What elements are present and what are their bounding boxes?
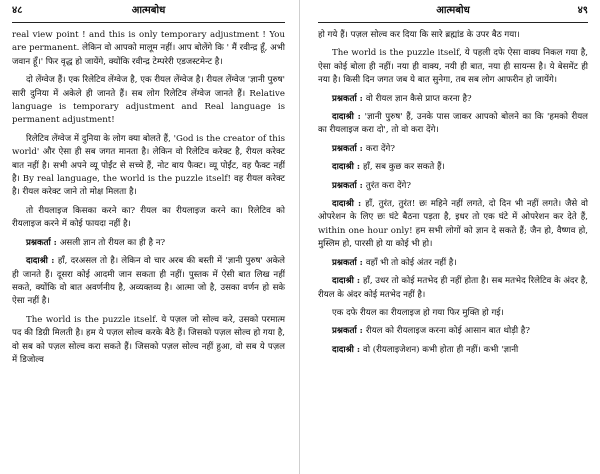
paragraph-text: हाँ, दरअसल तो है। लेकिन वो चार अरब की बस्ती में 'ज्ञानी पुरुष' अकेले ही जानते हैं। दूसरा कोई आदमी जान सकता ही नहीं। पुस्तक में ऐसी बात लिख नहीं सकते, क्योंकि वो बात अवर्णनीय है, अव्यक्तव्य है। आत्मा जो है, उसका वर्णन हो सके ऐसा नहीं है। — [12, 256, 285, 307]
right-running-header — [318, 0, 588, 23]
paragraph-text: असली ज्ञान तो रीयल का ही है न? — [59, 237, 166, 248]
speaker-label: प्रश्नकर्ता : — [26, 237, 60, 248]
speaker-label: प्रश्नकर्ता : — [332, 93, 366, 104]
speaker-label: प्रश्नकर्ता : — [332, 143, 366, 154]
paragraph — [12, 314, 285, 368]
speaker-label: दादाश्री : — [332, 344, 364, 355]
speaker-label: दादाश्री : — [26, 256, 58, 267]
paragraph — [12, 29, 285, 69]
paragraph-text: वो (रीयलाइजेशन) कभी होता ही नहीं। कभी 'ज्ञानी — [363, 344, 519, 355]
paragraph — [318, 93, 588, 106]
paragraph — [12, 237, 285, 250]
paragraph — [318, 29, 588, 42]
right-page-body — [318, 29, 588, 357]
paragraph — [318, 180, 588, 193]
paragraph — [12, 74, 285, 128]
speaker-label: प्रश्नकर्ता : — [332, 180, 366, 191]
paragraph-text: रीयल को रीयलाइज करना कोई आसान बात थोड़ी है? — [365, 326, 530, 337]
paragraph-text: हो गये हैं। पज़ल सोल्व कर दिया कि सारे ब्रह्मांड के उपर बैठ गया। — [318, 30, 520, 40]
right-page-number: ४९ — [577, 5, 588, 16]
left-running-title: आत्मबोध — [131, 5, 166, 16]
paragraph-text: हाँ, तुरंत, तुरंत! छः महिने नहीं लगते, दो दिन भी नहीं लगते। जैसे वो ओपरेशन के लिए छः घंटे बैठना पड़ता है, इधर तो एक घंटे में ओपरेशन कर देते हैं, within one hour only! हम सभी लोगों को ज्ञान दे सकते हैं; जैन हो, वैष्णव हो, मुस्लिम हो, पारसी हो या कोई भी हो। — [318, 199, 588, 250]
speaker-label: दादाश्री : — [332, 199, 366, 210]
paragraph-text: वो रीयल ज्ञान कैसे प्राप्त करना है? — [365, 93, 472, 104]
paragraph — [318, 143, 588, 156]
paragraph — [12, 205, 285, 232]
paragraph-text: तुरंत करा देंगे? — [365, 180, 411, 191]
right-page — [300, 0, 600, 474]
paragraph-text: रिलेटिव लेंग्वेज में दुनिया के लोग क्या बोलते हैं, 'God is the creator of this world' और ऐसा ही सब जगत मानता है। लेकिन वो रिलेटिव करेक्ट है, रीयल करेक्ट बात नहीं है। सभी अपने व्यू पोईंट से सच्चे हैं, नोट बाय फैक्ट। व्यू पोईंट, वह फैक्ट नहीं है। By real language, the world is the puzzle itself! वह रीयल करेक्ट है। रीयल करेक्ट जाने तो मोक्ष मिलता है। — [12, 133, 285, 198]
paragraph — [318, 47, 588, 87]
speaker-label: प्रश्नकर्ता : — [332, 257, 366, 268]
paragraph — [318, 257, 588, 270]
paragraph — [318, 344, 588, 357]
paragraph — [318, 161, 588, 174]
speaker-label: प्रश्नकर्ता : — [332, 326, 366, 337]
paragraph-text: हाँ, उधर तो कोई मतभेद ही नहीं होता है। सब मतभेद रिलेटिव के अंदर है, रीयल के अंदर कोई मतभेद नहीं है। — [318, 276, 589, 300]
paragraph-text: करा देंगे? — [365, 143, 395, 154]
paragraph-text: वहाँ भी तो कोई अंतर नहीं है। — [365, 257, 457, 268]
paragraph-text: दो लेंग्वेज हैं। एक रिलेटिव लेंग्वेज है, एक रीयल लेंग्वेज है। रीयल लेंग्वेज 'ज्ञानी पुरुष' सारी दुनिया में अकेले ही जानते हैं। सब लोग रिलेटिव लेंग्वेज जानते हैं। Relative language is temporary adjustment and Real language is permanent adjustment! — [12, 75, 285, 126]
paragraph — [318, 325, 588, 338]
paragraph — [318, 275, 588, 302]
paragraph-text: The world is the puzzle itself. ये पज़ल जो सोल्व करे, उसको परमात्म पद की डिग्री मिलती है। हम ये पज़ल सोल्व करके बैठे हैं। जिसको पज़ल सोल्व हो गया है, वो सब को पज़ल सोल्व करा सकते हैं। जिसको पज़ल सोल्व नहीं हुआ, वो सब ये पज़ल में डिजोल्व — [12, 314, 285, 365]
left-page-number: ४८ — [12, 5, 23, 16]
left-running-header — [12, 0, 285, 23]
paragraph-text: real view point ! and this is only temporary adjustment ! You are permanent. लेकिन वो आपको मालूम नहीं। आप बोलेंगे कि ' मैं रवीन्द्र हूँ, अभी जवान हूँ।' फिर वृद्ध हो जायेंगे, क्योंकि रवीन्द्र टेम्परेरी एडजस्टमेन्ट है। — [12, 30, 285, 67]
paragraph-text: एक दफे रीयल का रीयलाइज हो गया फिर मुक्ति हो गई। — [332, 307, 504, 318]
paragraph — [318, 111, 588, 138]
paragraph — [12, 133, 285, 200]
speaker-label: दादाश्री : — [332, 276, 364, 287]
right-running-title: आत्मबोध — [436, 5, 470, 16]
paragraph — [318, 198, 588, 252]
speaker-label: दादाश्री : — [332, 162, 364, 173]
paragraph — [12, 255, 285, 309]
paragraph-text: तो रीयलाइज किसका करने का? रीयल का रीयलाइज करने का। रिलेटिव को रीयलाइज करने में कोई फायदा नहीं है। — [12, 205, 285, 230]
paragraph-text: The world is the puzzle itself, ये पहली दफे ऐसा वाक्य निकल गया है, ऐसा कोई बोला ही नहीं। नया ही वाक्य, नयी ही बात, नया ही सायन्स है। ये बेसमेंट ही नया है। किसी दिन जगत जब ये बात सुनेगा, तब सब लोग आफरीन हो जायेंगे। — [318, 48, 588, 86]
paragraph-text: 'ज्ञानी पुरुष' हैं, उनके पास जाकर आपको बोलने का कि 'हमको रीयल का रीयलाइज करा दो', तो वो करा देंगे। — [318, 112, 589, 136]
paragraph — [318, 307, 588, 320]
left-page-body — [12, 29, 285, 367]
paragraph-text: हाँ, सब कुछ कर सकते हैं। — [363, 162, 445, 173]
speaker-label: दादाश्री : — [332, 112, 365, 123]
